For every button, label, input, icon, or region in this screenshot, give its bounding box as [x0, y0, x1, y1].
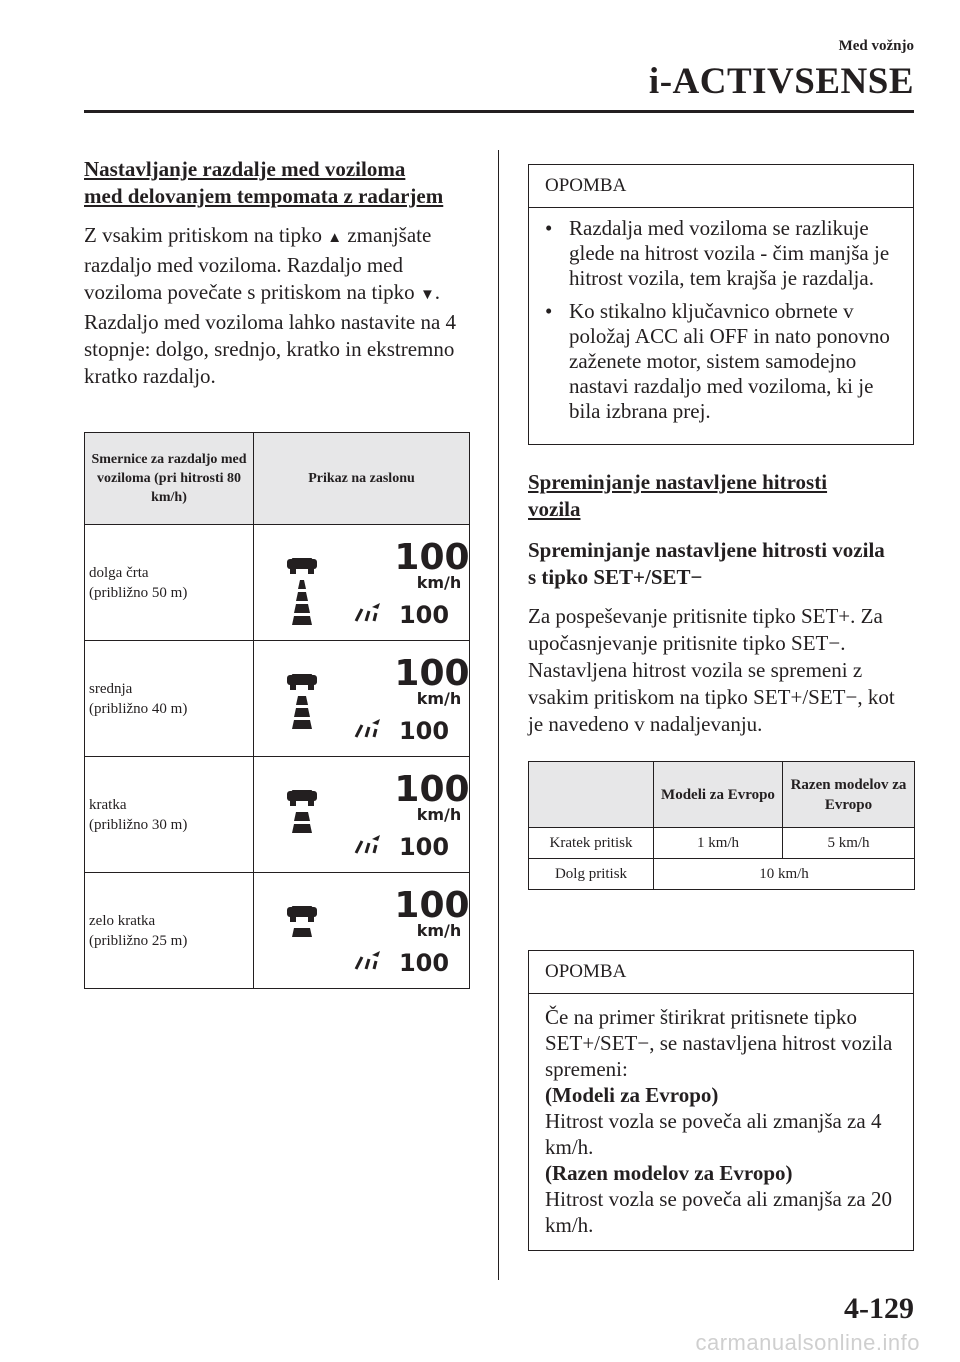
header-rule	[84, 110, 914, 113]
speed-value: 100	[394, 885, 469, 926]
section-title: Med vožnjo	[838, 38, 914, 54]
note-box	[528, 164, 914, 445]
note-title: OPOMBA	[545, 961, 627, 982]
speed-value: 100	[394, 769, 469, 810]
table-row: Kratek pritisk 1 km/h 5 km/h	[529, 828, 915, 859]
car-icon	[287, 785, 317, 806]
speed-heading: Spreminjanje nastavljene hitrosti vozila	[528, 470, 828, 521]
speed-subheading: Spreminjanje nastavljene hitrosti vozila s tipko SET+/SET−	[528, 538, 885, 589]
set-speed-value: 100	[398, 833, 450, 861]
speed-header-eu: Modeli za Evropo	[654, 762, 783, 828]
distance-bar-icon	[292, 824, 312, 833]
note-box-2	[528, 950, 914, 1251]
speed-header-non-eu: Razen modelov za Evropo	[783, 762, 915, 828]
speed-unit: km/h	[416, 573, 462, 592]
cruise-set-icon	[356, 603, 380, 621]
note-bullet: • Razdalja med voziloma se razlikuje glede na hitrost vozila - čim manjša je hitrost vozila, tem krajša je razdalja.	[545, 216, 890, 290]
cruise-display	[254, 873, 469, 983]
left-column	[84, 156, 474, 390]
distance-bar-icon	[296, 592, 308, 601]
table-row: kratka (približno 30 m) 100 km/h 100	[85, 757, 470, 873]
distance-bar-icon	[294, 604, 310, 613]
speed-value: 100	[394, 537, 469, 578]
set-speed-value: 100	[398, 601, 450, 629]
cruise-set-icon	[356, 951, 380, 969]
distance-table	[84, 432, 470, 989]
distance-heading: Nastavljanje razdalje med voziloma med delovanjem tempomata z radarjem	[84, 157, 444, 208]
distance-bar-icon	[294, 708, 310, 717]
cruise-set-icon	[356, 719, 380, 737]
speed-paragraph: Za pospeševanje pritisnite tipko SET+. Za upočasnjevanje pritisnite tipko SET−. Nastavljena hitrost vozila se spremeni z vsakim pritiskom na tipko SET+/SET−, kot je navedeno v nadaljevanju.	[528, 604, 895, 736]
table-row: zelo kratka (približno 25 m) 100 km/h 100	[85, 873, 470, 989]
watermark: carmanualsonline.info	[695, 1330, 920, 1355]
set-speed-value: 100	[398, 949, 450, 977]
table-row: dolga črta (približno 50 m) 100 km/h 100	[85, 525, 470, 641]
bullet-icon: •	[545, 216, 553, 240]
right-column	[528, 164, 914, 738]
distance-bar-icon	[298, 580, 306, 589]
up-arrow-icon: ▲	[327, 230, 343, 246]
page-number: 4-129	[844, 1292, 914, 1325]
car-icon	[287, 669, 317, 690]
chapter-title: i-ACTIVSENSE	[648, 61, 914, 102]
note-title: OPOMBA	[545, 175, 627, 196]
cruise-display	[254, 525, 469, 635]
cruise-set-icon	[356, 835, 380, 853]
speed-unit: km/h	[416, 689, 462, 708]
note-body	[529, 208, 913, 444]
display-header: Prikaz na zaslonu	[254, 433, 470, 525]
note-bullet: • Ko stikalno ključavnico obrnete v položaj ACC ali OFF in nato ponovno zaženete motor, sistem samodejno nastavi razdaljo med voziloma, ki je bila izbrana prej.	[545, 299, 890, 423]
speed-header-empty	[529, 762, 654, 828]
down-arrow-icon: ▼	[419, 287, 435, 303]
distance-bar-icon	[292, 928, 312, 937]
distance-guideline-header: Smernice za razdaljo med voziloma (pri hitrosti 80 km/h)	[85, 433, 254, 525]
set-speed-value: 100	[398, 717, 450, 745]
cruise-display	[254, 757, 469, 867]
distance-bar-icon	[292, 720, 312, 729]
distance-bar-icon	[294, 812, 310, 821]
table-row: srednja (približno 40 m) 100 km/h 100	[85, 641, 470, 757]
distance-paragraph: Z vsakim pritiskom na tipko ▲ zmanjšate razdaljo med voziloma. Razdaljo med voziloma povečate s pritiskom na tipko ▼. Razdaljo med voziloma lahko nastavite na 4 stopnje: dolgo, srednjo, kratko in ekstremno kratko razdaljo.	[84, 223, 457, 388]
speed-unit: km/h	[416, 805, 462, 824]
speed-value: 100	[394, 653, 469, 694]
column-divider	[498, 150, 499, 1280]
car-icon	[287, 901, 317, 922]
bullet-icon: •	[545, 299, 553, 323]
distance-bar-icon	[292, 616, 312, 625]
distance-bar-icon	[296, 696, 308, 705]
table-row: Dolg pritisk 10 km/h	[529, 859, 915, 890]
speed-table	[528, 761, 915, 890]
speed-unit: km/h	[416, 921, 462, 940]
cruise-display	[254, 641, 469, 751]
note-body: Če na primer štirikrat pritisnete tipko SET+/SET−, se nastavljena hitrost vozila spremeni: (Modeli za Evropo) Hitrost vozla se poveča ali zmanjša za 4 km/h. (Razen modelov za Evropo) Hitrost vozla se poveča ali zmanjša za 20 km/h.	[545, 1005, 893, 1237]
car-icon	[287, 553, 317, 574]
